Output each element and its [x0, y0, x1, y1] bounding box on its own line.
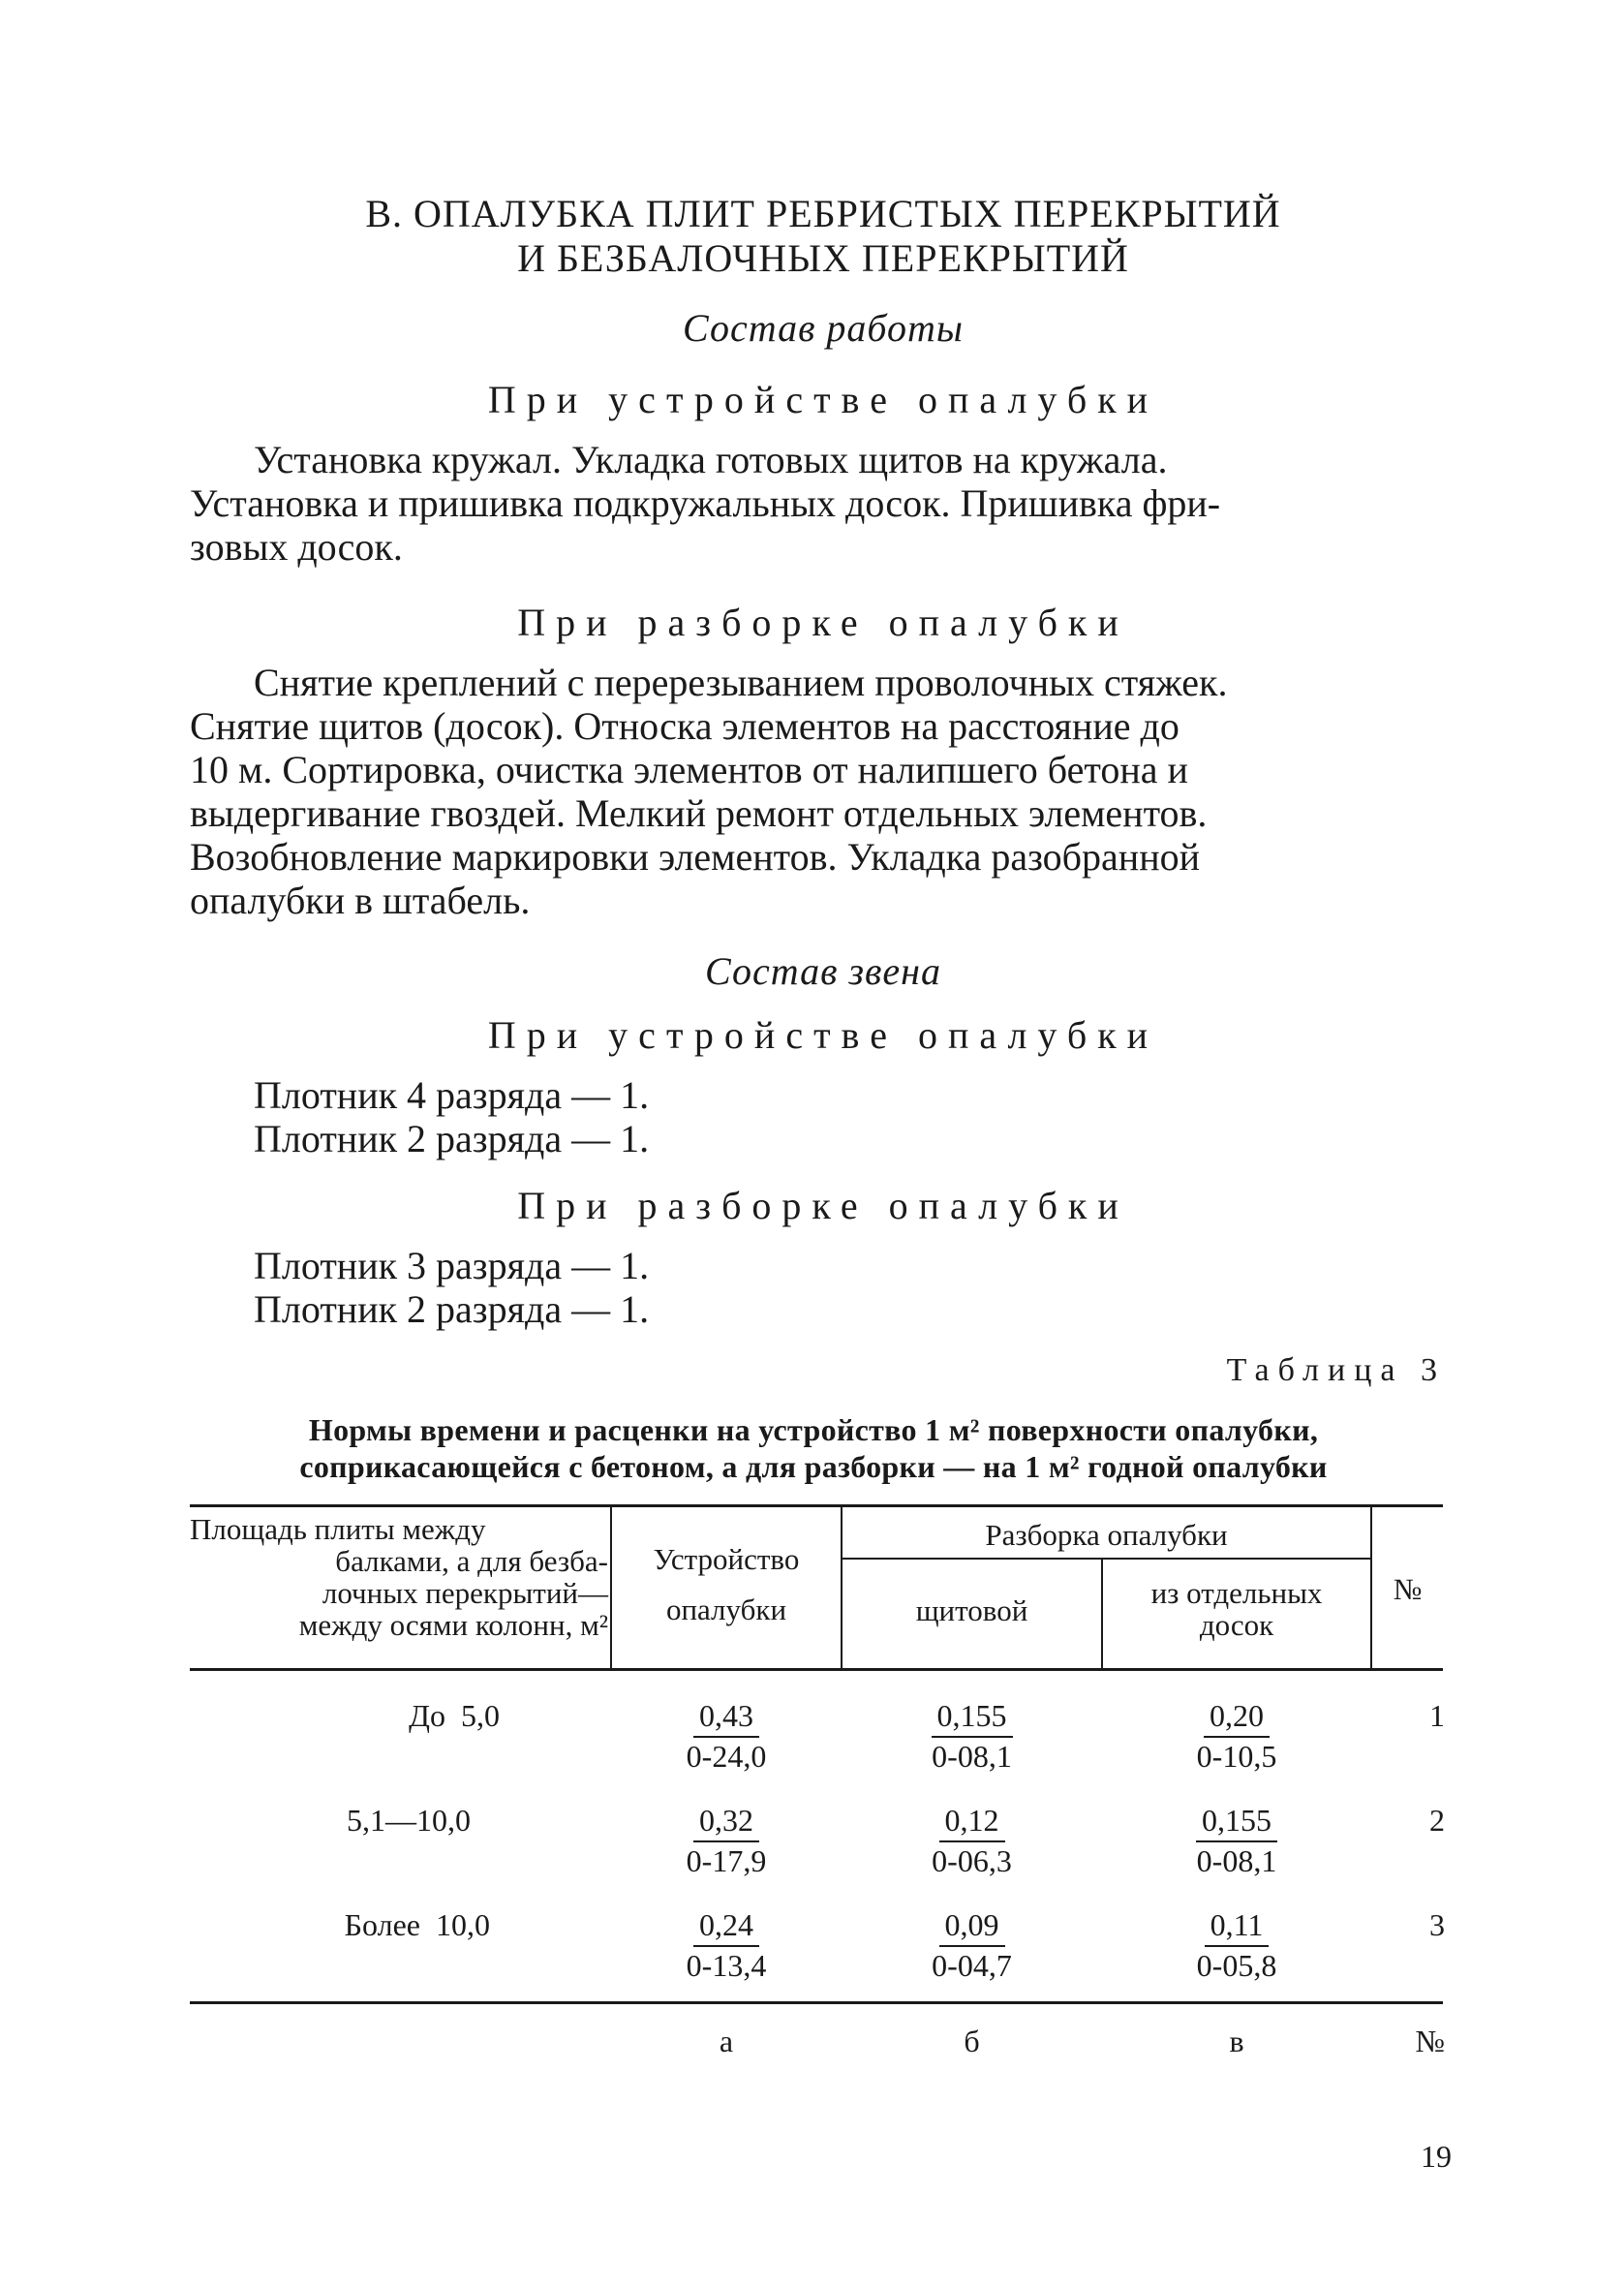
crew-dismantle-subheading: При разборке опалубки: [517, 1184, 1129, 1227]
text-line: Установка и пришивка подкружальных досок. Пришивка фри-: [190, 481, 1221, 525]
text-line: зовых досок.: [190, 525, 403, 569]
row3-install-norm: 0,24: [693, 1906, 759, 1947]
subheader-rule: [843, 1558, 1370, 1560]
text-line: Возобновление маркировки элементов. Укладка разобранной: [190, 835, 1201, 879]
row3-install: [612, 1906, 841, 1984]
row1-boards: [1103, 1697, 1370, 1775]
header-area: [190, 1513, 608, 1641]
text-line: 10 м. Сортировка, очистка элементов от налипшего бетона и: [190, 748, 1188, 791]
text-line: Установка кружал. Укладка готовых щитов на кружала.: [254, 438, 1168, 481]
table-label: Таблица 3: [1226, 1352, 1446, 1388]
row2-panel-rate: 0-06,3: [932, 1843, 1012, 1878]
row2-boards-norm: 0,155: [1196, 1802, 1277, 1842]
row3-boards: [1103, 1906, 1370, 1984]
text-line: Снятие щитов (досок). Относка элементов на расстояние до: [190, 704, 1180, 748]
header-dismantle: Разборка опалубки: [985, 1518, 1228, 1552]
row1-install: [612, 1697, 841, 1775]
table-title-line1: Нормы времени и расценки на устройство 1 м² поверхности опалубки,: [308, 1412, 1319, 1447]
row2-install: [612, 1802, 841, 1879]
text-line: опалубки в штабель.: [190, 879, 531, 922]
crew-line: Плотник 4 разряда — 1.: [254, 1073, 650, 1117]
header-text: балками, а для безба-: [335, 1544, 608, 1578]
row2-panel-norm: 0,12: [939, 1802, 1005, 1842]
section-title-line1: В. ОПАЛУБКА ПЛИТ РЕБРИСТЫХ ПЕРЕКРЫТИЙ: [365, 192, 1281, 235]
header-text: из отдельных: [1150, 1576, 1323, 1610]
work-dismantle-subheading: При разборке опалубки: [517, 601, 1129, 644]
crew-composition-heading: Состав звена: [704, 949, 941, 993]
work-install-paragraph: [190, 438, 1443, 569]
footer-b: б: [964, 2024, 980, 2058]
row1-install-norm: 0,43: [693, 1697, 759, 1738]
footer-no: №: [1415, 2024, 1445, 2058]
header-no: №: [1393, 1572, 1423, 1606]
work-install-subheading: При устройстве опалубки: [487, 378, 1159, 421]
row1-boards-rate: 0-10,5: [1196, 1739, 1277, 1774]
row2-panel: [843, 1802, 1101, 1879]
header-text: опалубки: [665, 1592, 787, 1626]
text-line: выдергивание гвоздей. Мелкий ремонт отдельных элементов.: [190, 791, 1208, 835]
footer-c: в: [1229, 2024, 1244, 2058]
row3-panel: [843, 1906, 1101, 1984]
row1-boards-norm: 0,20: [1204, 1697, 1270, 1738]
row2-no: 2: [1429, 1803, 1445, 1838]
header-install: [612, 1534, 841, 1635]
footer-a: а: [719, 2024, 734, 2058]
row3-panel-rate: 0-04,7: [932, 1948, 1012, 1983]
header-text: между осями колонн, м²: [298, 1608, 608, 1642]
row2-boards: [1103, 1802, 1370, 1879]
row3-install-rate: 0-13,4: [686, 1948, 767, 1983]
crew-install-subheading: При устройстве опалубки: [487, 1013, 1159, 1057]
header-boards: [1103, 1577, 1370, 1641]
work-dismantle-paragraph: [190, 661, 1443, 922]
row2-boards-rate: 0-08,1: [1196, 1843, 1277, 1878]
row3-boards-norm: 0,11: [1205, 1906, 1270, 1947]
header-text: лочных перекрытий—: [322, 1576, 608, 1610]
crew-line: Плотник 3 разряда — 1.: [254, 1244, 650, 1287]
crew-install-list: [254, 1073, 1125, 1160]
header-panel: щитовой: [915, 1593, 1028, 1627]
header-text: досок: [1199, 1608, 1274, 1642]
table-top-rule: [190, 1504, 1443, 1507]
row1-panel-rate: 0-08,1: [932, 1739, 1012, 1774]
header-text: Площадь плиты между: [190, 1512, 486, 1546]
row1-no: 1: [1429, 1698, 1445, 1733]
row2-area: 5,1—10,0: [347, 1803, 471, 1838]
table-title-line2: соприкасающейся с бетоном, а для разборки — на 1 м² годной опалубки: [299, 1449, 1328, 1484]
row1-panel: [843, 1697, 1101, 1775]
row1-panel-norm: 0,155: [932, 1697, 1013, 1738]
work-composition-heading: Состав работы: [682, 306, 964, 350]
row3-no: 3: [1429, 1907, 1445, 1942]
table-bottom-rule: [190, 2001, 1443, 2004]
row3-area: Более 10,0: [344, 1907, 490, 1942]
text-line: Снятие креплений с перерезыванием проволочных стяжек.: [254, 661, 1228, 704]
table-header-rule: [190, 1668, 1443, 1671]
row3-panel-norm: 0,09: [939, 1906, 1005, 1947]
row2-install-rate: 0-17,9: [686, 1843, 767, 1878]
row2-install-norm: 0,32: [693, 1802, 759, 1842]
crew-line: Плотник 2 разряда — 1.: [254, 1287, 650, 1331]
crew-line: Плотник 2 разряда — 1.: [254, 1117, 650, 1160]
crew-dismantle-list: [254, 1244, 1125, 1331]
section-title-line2: И БЕЗБАЛОЧНЫХ ПЕРЕКРЫТИЙ: [517, 236, 1129, 280]
page-number: 19: [1421, 2139, 1452, 2174]
header-text: Устройство: [653, 1542, 800, 1576]
row1-install-rate: 0-24,0: [686, 1739, 767, 1774]
row1-area: До 5,0: [409, 1698, 500, 1733]
row3-boards-rate: 0-05,8: [1196, 1948, 1277, 1983]
